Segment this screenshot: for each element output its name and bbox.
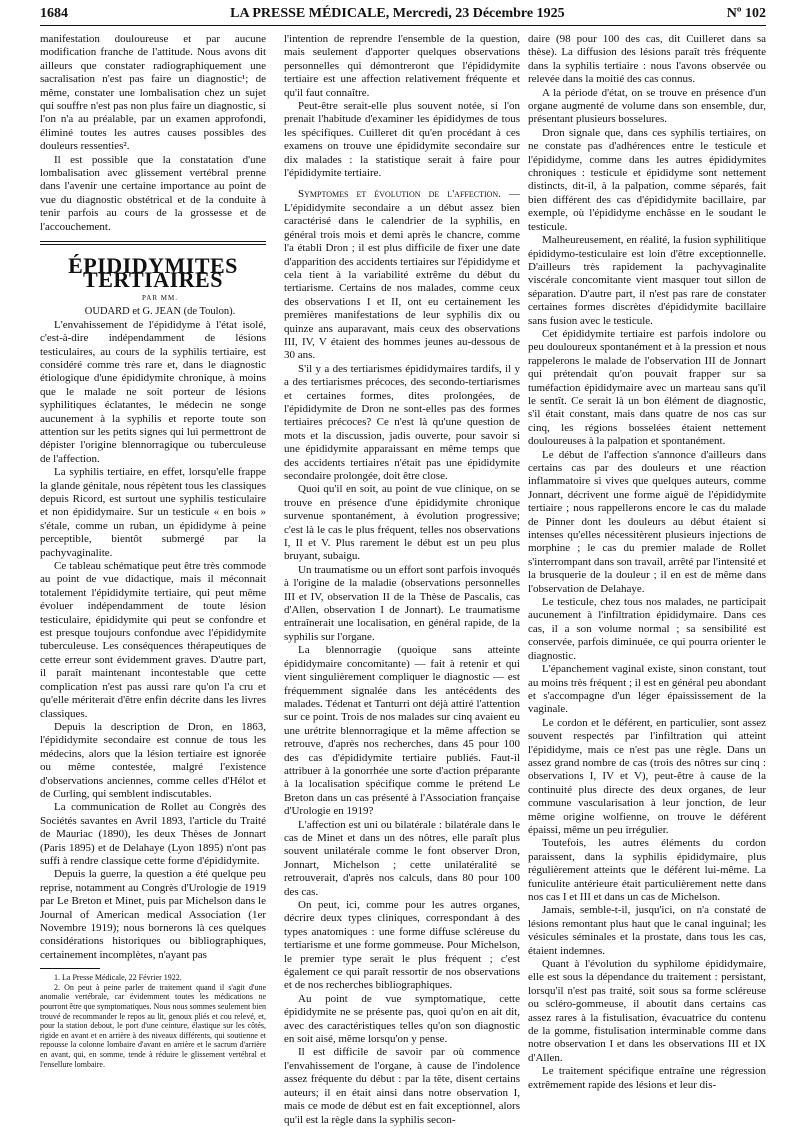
running-header <box>40 4 766 24</box>
paragraph: Toutefois, les autres éléments du cordon paraissent, dans la syphilis épididymaire, plus régulièrement atteints que le déférent lui-même. La funiculite antérieure était particulièrement nette dans nos cas I et III et dans un cas de Michelson. <box>528 837 766 903</box>
journal-title: LA PRESSE MÉDICALE, Mercredi, 23 Décembre 1925 <box>230 6 565 21</box>
footnote: 1. La Presse Médicale, 22 Février 1922. <box>54 973 182 983</box>
paragraph: Malheureusement, en réalité, la fusion syphilitique épididymo-testiculaire est loin d'être exceptionnelle. D'ailleurs très rapidement la pachyvaginalite viscérale concomitante vient masquer tout sillon de séparation. D'autre part, il n'est pas rare de constater certaines formes discrètes d'épididymite bacillaire sans fusion avec le testicule. <box>528 234 766 327</box>
paragraph: Depuis la description de Dron, en 1863, l'épididymite secondaire est connue de tous les médecins, alors que la lésion tertiaire est ignorée ou même contestée, malgré l'existence d'observations anciennes, comme celles d'Hélot et de Curling, qui semblent indiscutables. <box>40 720 266 800</box>
paragraph: Le testicule, chez tous nos malades, ne participait aucunement à l'infiltration épididymaire. Dans ces cas, il a son volume normal ; sa sensibilité est conservée, parfois diminuée, ce qui pourra orienter le diagnostic. <box>528 596 766 662</box>
page-number: 1684 <box>40 6 68 21</box>
column-1 <box>40 33 266 1073</box>
paragraph: On peut, ici, comme pour les autres organes, décrire deux types cliniques, correspondant à des types anatomiques : une forme diffuse scléreuse du tertiarisme et une forme gommeuse. Pour Michelson, le premier type serait le plus fréquent ; c'est également ce qui paraît ressortir de nos observations et de nos recherches bibliographiques. <box>284 899 520 992</box>
paragraph: Ce tableau schématique peut être très commode au point de vue didactique, mais il méconnait totalement l'épididymite tertiaire, qui peut même évoluer indépendamment de toute lésion testiculaire, épididymite qui peut se confondre et est presque toujours confondue avec l'épididymite tuberculeuse. Les conséquences thérapeutiques de cette erreur sont évidemment graves. D'autre part, il paraît maintenant incontestable que cette complication n'est pas aussi rare qu'on l'a cru et qu'elle mériterait d'être enfin décrite dans les livres classiques. <box>40 560 266 720</box>
paragraph: Il est possible que la constatation d'une lombalisation avec glissement vertébral prenne dans l'avenir une certaine importance au point de vue du diagnostic obstétrical et de la conduite à tenir parfois au cours de la grossesse et de l'accouchement. <box>40 153 266 233</box>
paragraph: La blennorragie (quoique sans atteinte épididymaire concomitante) — fait à retenir et qui vient singulièrement compliquer le diagnostic — est fréquemment signalée dans les antécédents des malades. Tédenat et Tanturri ont déjà attiré l'attention sur ce point. Trois de nos malades sur cinq avaient eu une urétrite blennorragique et la même affection se retrouve, d'après nos recherches, dans 45 pour 100 des cas d'épididymite tertiaire publiés. Faut-il attribuer à la gonorrhée une sorte d'action préparante à la localisation spécifique comme le prétend Le Breton dans un cas présenté à l'Association française d'Urologie en 1919? <box>284 644 520 818</box>
paragraph: Le cordon et le déférent, en particulier, sont assez souvent respectés par l'infiltration qui atteint l'épididyme, mais ce n'est pas une règle. Dans un assez grand nombre de cas (trois des nôtres sur cinq : observations I, IV et V), peut-être à cause de la continuité plus directe des deux organes, de leur commune vascularisation à leur jonction, de leur même origine wolfienne, on trouve le déférent épaissi, même un peu irrégulier. <box>528 716 766 836</box>
issue-number: Nº 102 <box>726 6 766 21</box>
paragraph: L'envahissement de l'épididyme à l'état isolé, c'est-à-dire indépendamment de lésions testiculaires, au cours de la syphilis tertiaire, est considéré comme très rare et, dans le diagnostic étiologique d'une épididymite chronique, à moins que le malade ne soit porteur de lésions syphilitiques éclatantes, le médecin ne songe aucunement à la syphilis et reporte toute son attention sur les petits signes qui lui permettront de dépister l'origine blennorragique ou tuberculeuse de l'affection. <box>40 318 266 465</box>
paragraph: Le début de l'affection s'annonce d'ailleurs dans certains cas par des douleurs et une réaction inflammatoire si vives que quelques auteurs, comme Jonnart, décrivent une forme aiguë de l'épididymite tertiaire ; nous rappellerons encore le cas du malade de Pinner dont les douleurs au début étaient si intenses qu'elles nécessitèrent plusieurs injections de morphine ; le cas du premier malade de Rollet s'interrompant dans son travail, arrêté par l'intensité et la brusquerie de la douleur ; il en est de même dans l'observation de Delahaye. <box>528 448 766 595</box>
paragraph: Il est difficile de savoir par où commence l'envahissement de l'organe, à cause de l'indolence assez fréquente du début : par la tête, disent certains auteurs; il en était ainsi dans notre observation I, mais ce mode de début est en fait exceptionnel, alors qu'il est la règle dans la syphilis secon- <box>284 1046 520 1126</box>
footnote: 2. On peut à peine parler de traitement quand il s'agit d'une anomalie vertébrale, car évidemment toutes les médications ne pourront être que symptomatiques. Nous nous sommes seulement bien trouvé de recommander le repos au lit, genoux pliés et cou relevé, et, pour la station debout, le port d'une ceinture, élastique sur les côtés, rigide en avant et en arrière à des niveaux différents, qui soutienne et repousse la colonne lombaire d'avant en arrière et le sacrum d'arrière en avant, qui, en somme, tende à réduire le glissement vertébral et l'ensellure lombaire. <box>40 982 266 1069</box>
paragraph: L'épanchement vaginal existe, sinon constant, tout au moins très fréquent ; il est en général peu abondant et s'accompagne d'un léger épaississement de la vaginale. <box>528 663 766 716</box>
paragraph: Depuis la guerre, la question a été quelque peu reprise, notamment au Congrès d'Urologie de 1919 par Le Breton et Minet, puis par Michelson dans le Journal of American medical Association (1er Novembre 1919); nous bornerons là ces quelques considérations historiques ou bibliographiques, certainement incomplètes, n'ayant pas <box>40 868 266 961</box>
header-rule <box>40 25 766 26</box>
paragraph: l'intention de reprendre l'ensemble de la question, mais seulement d'apporter quelques observations personnelles qui démontreront que l'épididymite tertiaire est une affection relativement fréquente et qu'il faut connaître. <box>284 33 520 99</box>
article-title: ÉPIDIDYMITES TERTIAIRES <box>68 253 238 292</box>
section-heading: Symptomes et évolution de l'affection. <box>298 188 501 201</box>
footnote-rule <box>40 968 100 969</box>
section-divider <box>40 241 266 242</box>
paragraph: La communication de Rollet au Congrès des Sociétés savantes en Avril 1893, l'article du Traité de Mauriac (1890), les deux Thèses de Jonnart (Paris 1895) et de Delahaye (Lyon 1895) n'ont pas suffi à rendre classique cette forme d'épididymite. <box>40 801 266 867</box>
paragraph: Un traumatisme ou un effort sont parfois invoqués à l'origine de la maladie (observations personnelles III et IV, observation II de la Thèse de Pascalis, cas d'Allen, observation I de Jonnart). Le traumatisme entraînerait une localisation, en général rapide, de la syphilis sur l'organe. <box>284 563 520 643</box>
paragraph: Le traitement spécifique entraîne une régression extrêmement rapide des lésions et leur dis- <box>528 1065 766 1091</box>
paragraph: S'il y a des tertiarismes épididymaires tardifs, il y a des tertiarismes précoces, des secondo-tertiarismes et certaines formes, dites prolongées, de l'épididymite de Dron ne sont-elles pas des formes tertiaires précoces? Ce n'est là qu'une question de mots et la discussion, jadis ouverte, pour savoir si une épididymite apparaissant en même temps que des accidents tertiaires n'était pas une épididymite secondaire prolongée, doit être close. <box>284 362 520 482</box>
section-text: L'épididymite secondaire a un début assez bien caractérisé dans le calendrier de la syphilis, en général trois mois et demi après le chancre, comme l'a établi Dron ; il est plus difficile de fixer une date d'apparition des accidents tertiaires sur l'épididyme et cela tient à la variabilité extrême du début du tertiarisme. Certains de nos malades, comme ceux des observations I et II, ont eu certainement les premières manifestations de leur syphilis dix ou quinze ans auparavant, mais ceux des observations III, IV, V étaient des hommes jeunes au-dessous de 30 ans. <box>284 201 520 362</box>
paragraph: manifestation douloureuse et par aucune modification franche de l'attitude. Nous avons dit ailleurs que constater radiographiquement une sacralisation n'est pas faire un diagnostic¹; de même, constater une lombalisation chez un sujet qui souffre n'est pas non plus faire un diagnostic, si l'on n'a au préalable, par un examen approfondi, éliminé toutes les autres causes possibles des douleurs ressenties². <box>40 33 266 153</box>
section-divider <box>40 244 266 245</box>
column-2 <box>284 33 520 1126</box>
paragraph: La syphilis tertiaire, en effet, lorsqu'elle frappe la glande génitale, nous répètent tous les classiques depuis Ricord, est surtout une syphilis testiculaire et non épididymaire. Sur un testicule « en bois » s'étale, comme un ruban, un épididyme à peine perceptible, bientôt submergé par la pachyvaginalite. <box>40 466 266 559</box>
paragraph: Au point de vue symptomatique, cette épididymite ne se présente pas, quoi qu'on en ait dit, avec des caractéristiques telles qu'on son diagnostic en soit aisé, même lorsqu'on y pense. <box>284 992 520 1046</box>
column-3 <box>528 33 766 1091</box>
paragraph: Peut-être serait-elle plus souvent notée, si l'on prenait l'habitude d'examiner les épididymes de tous les spécifiques. Cuilleret dit qu'en procédant à ces examens on trouve une épididymite secondaire sur dix malades : la statistique serait à faire pour l'épididymite tertiaire. <box>284 100 520 180</box>
section-paragraph: Symptomes et évolution de l'affection. — L'épididymite secondaire a un début assez bien caractérisé dans le calendrier de la syphilis, en général trois mois et demi après le chancre, comme l'a établi Dron ; il est plus difficile de fixer une date d'apparition des accidents tertiaires sur l'épididyme et cela tient à la variabilité extrême du début du tertiarisme. Certains de nos malades, comme ceux des observations I et II, ont eu certainement les premières manifestations de leur syphilis dix ou quinze ans auparavant, mais ceux des observations III, IV, V étaient des hommes jeunes au-dessous de 30 ans. <box>284 188 520 362</box>
byline-prefix: PAR MM. <box>142 293 178 302</box>
paragraph: A la période d'état, on se trouve en présence d'un organe augmenté de volume dans son ensemble, dur, présentant plusieurs bosselures. <box>528 86 766 126</box>
paragraph: Dron signale que, dans ces syphilis tertiaires, on ne constate pas d'adhérences entre le testicule et l'épididyme, comme dans les autres épididymites chroniques : testicule et épididyme sont nettement distincts, dit-il, à la palpation, comme séparés, fait bien différent des cas d'épididymite bacillaire, par exemple, où l'épididyme enchâsse en le soudant le testicule. <box>528 126 766 233</box>
article-authors: OUDARD et G. JEAN (de Toulon). <box>84 306 236 318</box>
paragraph: Jamais, semble-t-il, jusqu'ici, on n'a constaté de lésions remontant plus haut que le canal inguinal; les vésicules séminales et la prostate, dans tous les cas, étaient indemnes. <box>528 904 766 957</box>
paragraph: Quoi qu'il en soit, au point de vue clinique, on se trouve en présence d'une épididymite chronique survenue spontanément, à évolution progressive; c'est là le cas le plus fréquent, telles nos observations I, II et V. Plus rarement le début est un peu plus bruyant, subaigu. <box>284 483 520 563</box>
paragraph: L'affection est uni ou bilatérale : bilatérale dans le cas de Minet et dans un des nôtres, elle paraît plus souvent unilatérale comme le font observer Dron, Jonnart, Michelson ; cette unilatéralité se retrouverait, d'après nos calculs, dans 80 pour 100 des cas. <box>284 818 520 898</box>
paragraph: Quant à l'évolution du syphilome épididymaire, elle est sous la dépendance du traitement : persistant, lorsqu'il n'est pas traité, soit sous sa forme scléreuse ou scléro-gommeuse, il aboutit dans certains cas assez rares à la fistulisation, évacuatrice du contenu de la gomme, fistulisation interminable comme dans notre observation I et dans les observations III et IX d'Allen. <box>528 958 766 1064</box>
paragraph: daire (98 pour 100 des cas, dit Cuilleret dans sa thèse). La diffusion des lésions paraît très fréquente dans la syphilis tertiaire : nous l'avons observée ou relevée dans la moitié des cas connus. <box>528 33 766 86</box>
paragraph: Cet épididymite tertiaire est parfois indolore ou peu douloureux spontanément et à la pression et nous rappelerons le malade de l'observation III de Jonnart qui prétendait qu'on pouvait frapper sur sa tuméfaction épididymaire avec un marteau sans qu'il le sentît. Ce serait là un bon élément de diagnostic, s'il était constant, mais dans quatre de nos cas sur cinq, les régions bosselées étaient nettement douloureuses à la palpation et spontanément. <box>528 327 766 448</box>
